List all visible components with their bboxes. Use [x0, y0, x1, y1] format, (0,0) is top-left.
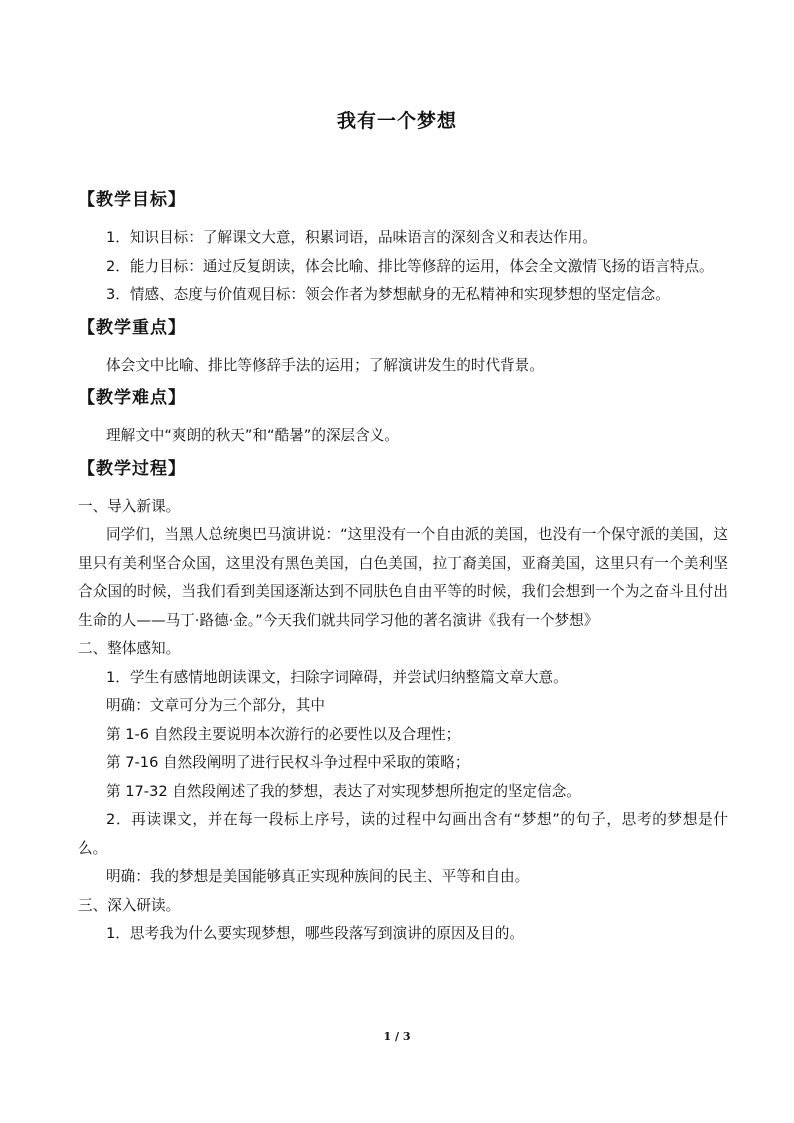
section-intro-heading: 一、导入新课。 [78, 497, 181, 515]
goal-emotion: 3．情感、态度与价值观目标：领会作者为梦想献身的无私精神和实现梦想的坚定信念。 [106, 286, 670, 303]
heading-difficulty: 【教学难点】 [78, 388, 186, 408]
intro-paragraph: 同学们，当黑人总统奥巴马演讲说：“这里没有一个自由派的美国，也没有一个保守派的美国，这里只有美利坚合众国，这里没有黑色美国，白色美国，拉丁裔美国，亚裔美国，这里只有一个美利坚合众国的时候，当我们看到美国逐渐达到不同肤色自由平等的时候，我们会想到一个为之奋斗且付出生命的人——马丁·路德·金。”今天我们就共同学习他的著名演讲《我有一个梦想》 [78, 526, 728, 629]
overview-part-2: 第 7-16 自然段阐明了进行民权斗争过程中采取的策略； [106, 754, 470, 771]
difficulty-text: 理解文中“爽朗的秋天”和“酷暑”的深层含义。 [106, 427, 399, 444]
overview-clarify-2: 明确：我的梦想是美国能够真正实现种族间的民主、平等和自由。 [106, 868, 530, 885]
deep-reading-item-1: 1．思考我为什么要实现梦想，哪些段落写到演讲的原因及目的。 [106, 925, 524, 942]
heading-key-points: 【教学重点】 [78, 317, 186, 338]
overview-item-2: 2．再读课文，并在每一段标上序号，读的过程中勾画出含有“梦想”的句子，思考的梦想是什么。 [78, 811, 728, 857]
document-body [78, 182, 728, 949]
heading-process: 【教学过程】 [78, 458, 186, 479]
section-deep-reading-heading: 三、深入研读。 [78, 896, 181, 914]
heading-teaching-goals: 【教学目标】 [78, 190, 186, 210]
page-number: 1 / 3 [383, 1030, 411, 1043]
document-title: 我有一个梦想 [336, 110, 457, 132]
overview-part-1: 第 1-6 自然段主要说明本次游行的必要性以及合理性； [106, 725, 461, 743]
section-overview-heading: 二、整体感知。 [78, 640, 181, 657]
goal-knowledge: 1．知识目标：了解课文大意，积累词语，品味语言的深刻含义和表达作用。 [106, 229, 597, 246]
key-point-text: 体会文中比喻、排比等修辞手法的运用；了解演讲发生的时代背景。 [106, 356, 544, 374]
overview-item-1: 1．学生有感情地朗读课文，扫除字词障碍，并尝试归纳整篇文章大意。 [106, 668, 568, 686]
overview-part-3: 第 17-32 自然段阐述了我的梦想，表达了对实现梦想所抱定的坚定信念。 [106, 782, 581, 800]
overview-clarify-1: 明确：文章可分为三个部分，其中 [106, 697, 325, 714]
goal-ability: 2．能力目标：通过反复朗读，体会比喻、排比等修辞的运用，体会全文激情飞扬的语言特点。 [106, 257, 714, 275]
